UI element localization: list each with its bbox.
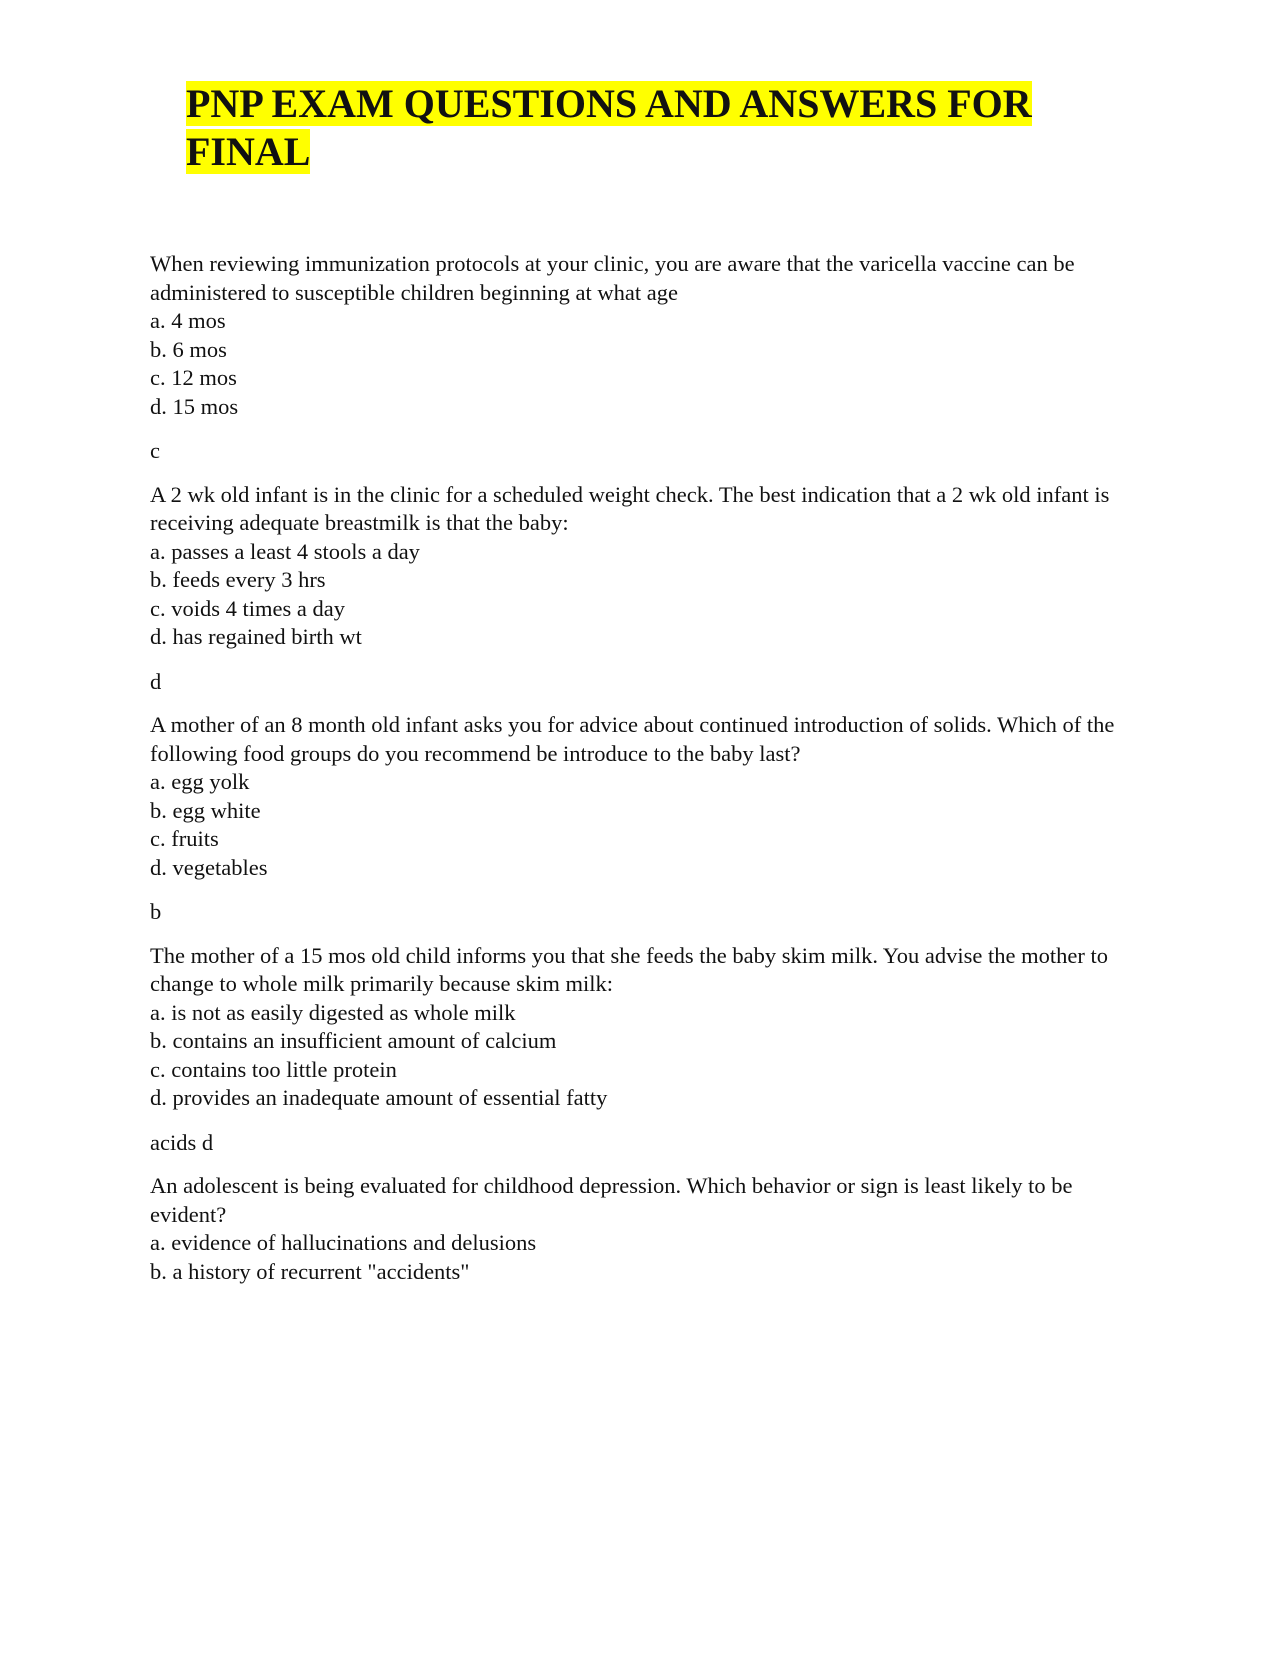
answer: b xyxy=(150,899,162,924)
option-d: d. provides an inadequate amount of essential fatty xyxy=(150,1085,608,1110)
question-5 xyxy=(150,1172,1120,1286)
question-text: An adolescent is being evaluated for childhood depression. Which behavior or sign is least likely to be evident? xyxy=(150,1173,1073,1227)
option-b: b. 6 mos xyxy=(150,336,227,362)
option-d: d. has regained birth wt xyxy=(150,624,362,649)
title-line-1: PNP EXAM QUESTIONS AND ANSWERS FOR xyxy=(186,81,1032,126)
option-c: c. voids 4 times a day xyxy=(150,595,345,621)
option-a: a. evidence of hallucinations and delusions xyxy=(150,1230,537,1255)
question-text: When reviewing immunization protocols at your clinic, you are aware that the varicella vaccine can be administered to susceptible children beginning at what age xyxy=(150,251,1075,305)
question-4 xyxy=(150,942,1120,1158)
question-3 xyxy=(150,711,1120,927)
answer: d xyxy=(150,668,162,694)
option-a: a. egg yolk xyxy=(150,769,250,794)
question-text: The mother of a 15 mos old child informs you that she feeds the baby skim milk. You advise the mother to change to whole milk primarily because skim milk: xyxy=(150,942,1108,996)
question-text: A 2 wk old infant is in the clinic for a scheduled weight check. The best indication that a 2 wk old infant is receiving adequate breastmilk is that the baby: xyxy=(150,481,1110,535)
answer: acids d xyxy=(150,1129,214,1155)
question-1 xyxy=(150,250,1120,466)
option-b: b. a history of recurrent "accidents" xyxy=(150,1258,470,1284)
option-c: c. contains too little protein xyxy=(150,1056,397,1082)
option-a: a. 4 mos xyxy=(150,308,226,333)
question-text: A mother of an 8 month old infant asks you for advice about continued introduction of solids. Which of the following food groups do you recommend be introduce to the baby last? xyxy=(150,712,1115,766)
option-c: c. fruits xyxy=(150,826,219,851)
question-2 xyxy=(150,481,1120,697)
option-b: b. contains an insufficient amount of calcium xyxy=(150,1028,557,1053)
page-title xyxy=(186,80,1086,176)
title-line-2: FINAL xyxy=(186,129,311,174)
question-list xyxy=(150,250,1120,1286)
option-d: d. vegetables xyxy=(150,854,268,880)
option-b: b. feeds every 3 hrs xyxy=(150,567,326,592)
answer: c xyxy=(150,438,160,463)
option-b: b. egg white xyxy=(150,797,261,823)
option-c: c. 12 mos xyxy=(150,365,237,390)
option-a: a. passes a least 4 stools a day xyxy=(150,538,420,564)
option-a: a. is not as easily digested as whole milk xyxy=(150,999,516,1025)
option-d: d. 15 mos xyxy=(150,393,239,419)
